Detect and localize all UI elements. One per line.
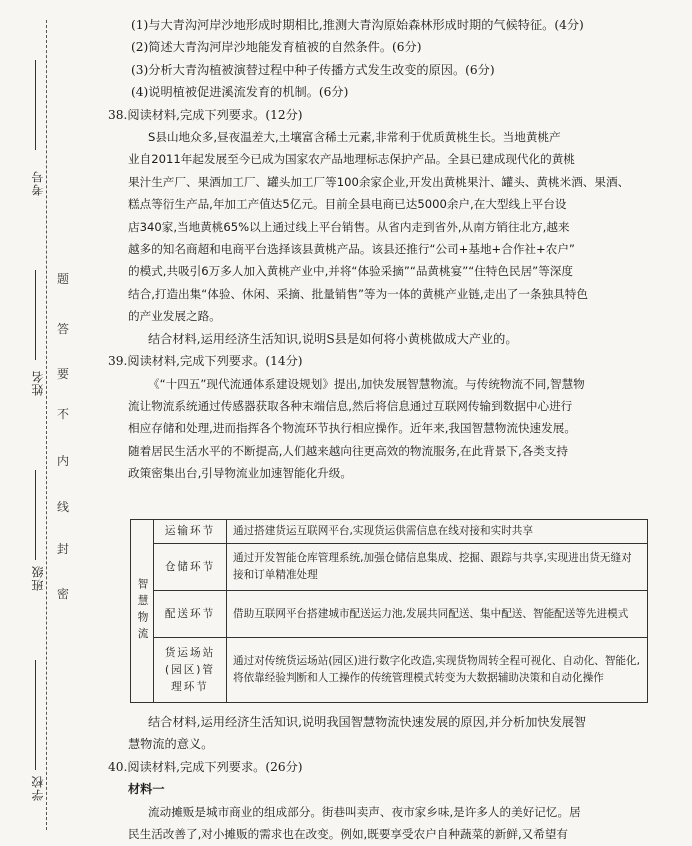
name-label: 姓名 [31,370,45,396]
table-stage: 货运场站(园区)管理环节 [154,638,227,703]
table-side-label: 智慧物流 [131,520,154,703]
seal-char-7: 封 [57,542,70,556]
q38-line: 果汁生产厂、果酒加工厂、罐头加工厂等100余家企业,开发出黄桃果汁、罐头、黄桃米酒、果酒、 [128,174,630,189]
q38-line: S县山地众多,昼夜温差大,土壤富含稀土元素,非常利于优质黄桃生长。当地黄桃产 [148,130,561,145]
q38-line: 业自2011年起发展至今已成为国家农产品地理标志保护产品。全县已建成现代化的黄桃 [128,152,575,167]
seal-char-6: 线 [57,500,70,514]
q40-heading: 40.阅读材料,完成下列要求。(26分) [108,759,303,774]
seal-char-1: 题 [57,272,70,286]
exam-no-label: 考号 [31,170,45,196]
q38-task: 结合材料,运用经济生活知识,说明S县是如何将小黄桃做成大产业的。 [148,331,518,346]
table-row [131,591,648,638]
q39-line: 流让物流系统通过传感器获取各种末端信息,然后将信息通过互联网传输到数据中心进行 [128,398,573,413]
name-underline [35,270,36,360]
table-row [131,520,648,544]
q40-material [108,801,674,846]
q38-line: 糕点等衍生产品,年加工产值达5亿元。目前全县电商已达5000余户,在大型线上平台设 [128,197,567,212]
q40-line: 民生活改善了,对小摊贩的需求也在改变。例如,既要享受农户自种蔬菜的新鲜,又希望有 [128,827,569,842]
table-desc: 借助互联网平台搭建城市配送运力池,发展共同配送、集中配送、智能配送等先进模式 [227,591,648,638]
q37-part-3: (3)分析大青沟植被演替过程中种子传播方式发生改变的原因。(6分) [131,62,495,77]
binding-dashed-line [46,20,47,830]
table-desc: 通过搭建货运互联网平台,实现货运供需信息在线对接和实时共享 [227,520,648,544]
q39-task-line: 结合材料,运用经济生活知识,说明我国智慧物流快速发展的原因,并分析加快发展智 [148,715,587,729]
table-desc: 通过对传统货运场站(园区)进行数字化改造,实现货物周转全程可视化、自动化、智能化,将依靠经验判断和人工操作的传统管理模式转变为大数据辅助决策和自动化操作 [227,638,648,703]
q38-line: 越多的知名商超和电商平台选择该县黄桃产品。该县还推行“公司+基地+合作社+农户” [128,242,575,257]
q38-line: 店340家,当地黄桃65%以上通过线上平台销售。从省内走到省外,从南方销往北方,越来 [128,219,570,234]
q37-part-4: (4)说明植被促进溪流发育的机制。(6分) [131,85,349,100]
table-stage: 配送环节 [154,591,227,638]
table-stage: 运输环节 [154,520,227,544]
table-stage: 仓储环节 [154,544,227,591]
q37-part-2: (2)简述大青沟河岸沙地能发育植被的自然条件。(6分) [131,40,422,55]
q38-line: 的产业发展之路。 [128,309,221,324]
q39-line: 政策密集出台,引导物流业加速智能化升级。 [128,466,352,481]
q39-line: 随着居民生活水平的不断提高,人们越来越向往更高效的物流服务,在此背景下,各类支持 [128,443,569,458]
table-row [131,638,648,703]
table-desc: 通过开发智能仓库管理系统,加强仓储信息集成、挖掘、跟踪与共享,实现进出货无缝对接和订单精准处理 [227,544,648,591]
q38-line: 的模式,共吸引6万多人加入黄桃产业中,并将“体验采摘”“品黄桃宴”“住特色民居”等深度 [128,264,573,279]
q38-line: 结合,打造出集“体验、休闲、采摘、批量销售”等为一体的黄桃产业链,走出了一条独具特色 [128,286,588,301]
exam-content [108,14,674,485]
class-underline [35,470,36,560]
binding-margin [0,0,104,846]
q39-task-line: 慧物流的意义。 [128,737,214,752]
q37-part-1: (1)与大青沟河岸沙地形成时期相比,推测大青沟原始森林形成时期的气候特征。(4分) [131,18,584,32]
q40-material-label: 材料一 [128,782,165,797]
seal-char-5: 内 [57,454,70,468]
q39-material [108,373,674,485]
q38-material [108,126,674,328]
q38-heading: 38.阅读材料,完成下列要求。(12分) [108,107,303,122]
q39-heading: 39.阅读材料,完成下列要求。(14分) [108,354,303,369]
q40-line: 流动摊贩是城市商业的组成部分。街巷叫卖声、夜市家乡味,是许多人的美好记忆。居 [148,804,581,819]
seal-char-8: 密 [57,587,70,601]
table-row [131,544,648,591]
seal-char-2: 答 [57,322,70,336]
seal-char-3: 要 [57,367,70,381]
seal-char-4: 不 [57,407,70,421]
smart-logistics-table [130,519,648,703]
school-label: 学校 [31,775,45,801]
school-underline [35,660,36,770]
class-label: 班级 [31,565,45,591]
q39-line: 《“十四五”现代流通体系建设规划》提出,加快发展智慧物流。与传统物流不同,智慧物 [148,376,585,391]
exam-no-underline [35,60,36,150]
exam-content-lower [108,711,674,845]
q39-line: 相应存储和处理,进而指挥各个物流环节执行相应操作。近年来,我国智慧物流快速发展。 [128,421,576,436]
